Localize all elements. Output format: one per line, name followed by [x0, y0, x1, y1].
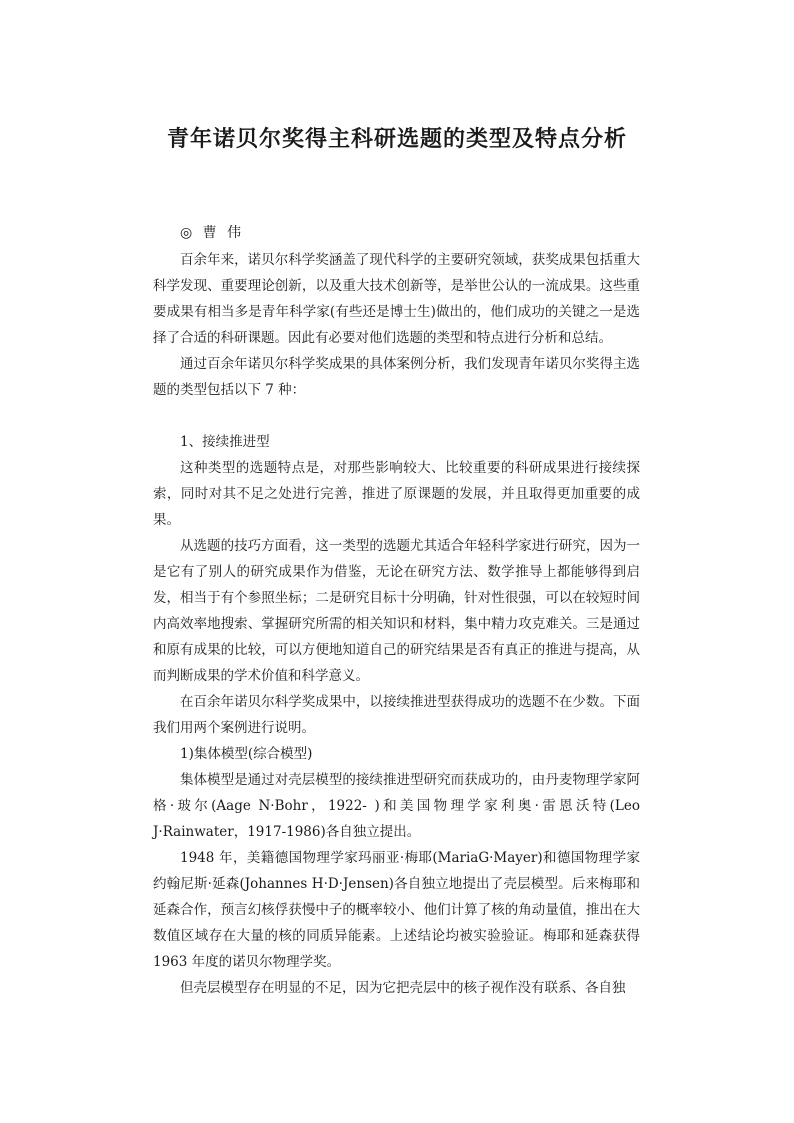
- subsection-heading: 1)集体模型(综合模型): [180, 746, 313, 762]
- paragraph-selection-technique: 从选题的技巧方面看，这一类型的选题尤其适合年轻科学家进行研究，因为一是它有了别人的研究成果作为借鉴，无论在研究方法、数学推导上都能够得到启发，相当于有个参照坐标；二是研究目标十分明确，针对性很强，可以在较短时间内高效率地搜索、掌握研究所需的相关知识和材料，集中精力攻克难关。三是通过和原有成果的比较，可以方便地知道自己的研究结果是否有真正的推进与提高，从而判断成果的学术价值和科学意义。: [153, 538, 640, 684]
- paragraph-types-intro: 通过百余年诺贝尔科学奖成果的具体案例分析，我们发现青年诺贝尔奖得主选题的类型包括以下 7 种：: [153, 356, 640, 398]
- paragraph-shell-model: 1948 年，美籍德国物理学家玛丽亚·梅耶(MariaG·Mayer)和德国物理学家约翰尼斯·延森(Johannes H·D·Jensen)各自独立地提出了壳层模型。后来梅耶和延森合作，预言幻核俘获慢中子的概率较小、他们计算了核的角动量值，推出在大数值区域存在大量的核的同质异能素。上述结论均被实验验证。梅耶和延森获得 1963 年度的诺贝尔物理学奖。: [153, 850, 640, 970]
- author-line: ◎ 曹 伟: [180, 225, 245, 241]
- paragraph-shell-shortcoming: 但壳层模型存在明显的不足，因为它把壳层中的核子视作没有联系、各自独: [180, 980, 626, 996]
- paragraph-intro: 百余年来，诺贝尔科学奖涵盖了现代科学的主要研究领域，获奖成果包括重大科学发现、重要理论创新，以及重大技术创新等，是举世公认的一流成果。这些重要成果有相当多是青年科学家(有些还是博士生)做出的，他们成功的关键之一是选择了合适的科研课题。因此有必要对他们选题的类型和特点进行分析和总结。: [153, 252, 640, 346]
- document-title: 青年诺贝尔奖得主科研选题的类型及特点分析: [166, 126, 627, 152]
- paragraph-cases-intro: 在百余年诺贝尔科学奖成果中，以接续推进型获得成功的选题不在少数。下面我们用两个案例进行说明。: [153, 694, 640, 736]
- paragraph-type-feature: 这种类型的选题特点是，对那些影响较大、比较重要的科研成果进行接续探索，同时对其不足之处进行完善，推进了原课题的发展，并且取得更加重要的成果。: [153, 460, 640, 528]
- section-heading: 1、接续推进型: [180, 434, 270, 450]
- paragraph-spacer: [153, 403, 640, 429]
- paragraph-collective-model: 集体模型是通过对壳层模型的接续推进型研究而获成功的，由丹麦物理学家阿格·玻尔(Aage N·Bohr，1922- )和美国物理学家利奥·雷恩沃特(Leo J·Rainwater，1917-1986)各自独立提出。: [153, 772, 640, 840]
- document-body: [153, 247, 640, 1001]
